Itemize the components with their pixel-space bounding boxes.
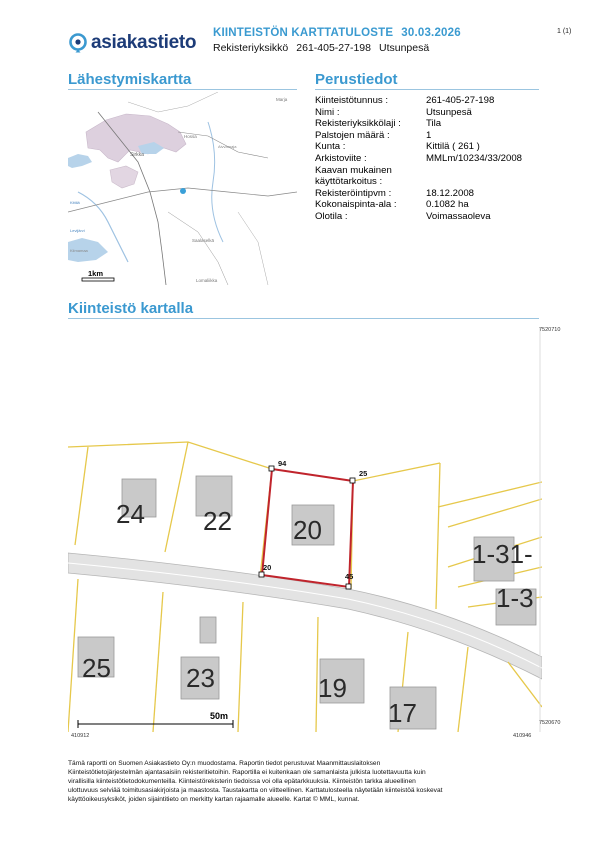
document-date: 30.03.2026 (401, 27, 461, 39)
basic-info-table (315, 95, 545, 223)
registry-line (213, 42, 429, 54)
overview-map-heading: Lähestymiskartta (68, 71, 192, 88)
map-scale-label: 50m (210, 711, 229, 721)
boundary-point-label: 94 (278, 459, 287, 468)
property-map-graphic (68, 327, 542, 732)
brand-name: asiakastieto (91, 32, 197, 53)
info-value: 261-405-27-198 (426, 95, 495, 106)
info-key: Kaavan mukainen (315, 164, 392, 176)
basic-info-heading: Perustiedot (315, 71, 398, 88)
property-map (68, 327, 542, 732)
overview-map-label: Aivvamaja (218, 144, 237, 149)
info-row (315, 176, 545, 188)
overview-map-label: Kiimamaa (70, 248, 88, 253)
info-key: Arkistoviite : (315, 152, 367, 164)
property-map-heading: Kiinteistö kartalla (68, 300, 194, 317)
boundary-marker (269, 466, 274, 471)
info-key: Rekisteröintipvm : (315, 187, 392, 199)
info-value: 0.1082 ha (426, 199, 469, 211)
info-value: Voimassaoleva (426, 210, 491, 222)
info-key: Palstojen määrä : (315, 129, 390, 141)
info-value: 18.12.2008 (426, 187, 475, 199)
coordinate-label: 410946 (513, 733, 532, 739)
info-row (315, 107, 545, 119)
overview-scale-bar (82, 278, 114, 281)
parcel-number: 20 (293, 515, 322, 545)
info-value: 1 (426, 129, 432, 141)
info-row (315, 188, 545, 200)
info-key: Kunta : (315, 141, 346, 153)
boundary-point-label: 45 (345, 572, 354, 581)
parcel-number: 17 (388, 698, 417, 728)
info-key: Nimi : (315, 106, 340, 118)
property-location-marker (180, 188, 186, 194)
boundary-marker (350, 478, 355, 483)
info-row (315, 153, 545, 165)
info-value: Tila (426, 118, 442, 130)
info-row (315, 130, 545, 142)
parcel-number: 1-3 (496, 583, 534, 613)
info-row (315, 141, 545, 153)
registry-id: 261-405-27-198 (296, 42, 371, 54)
parcel-number: 23 (186, 663, 215, 693)
coordinate-label: 7520670 (539, 720, 561, 726)
parcel-number: 22 (203, 506, 232, 536)
registry-label: Rekisteriyksikkö (213, 42, 289, 54)
info-key: Kiinteistötunnus : (315, 95, 389, 106)
info-value: MMLm/10234/33/2008 (426, 152, 522, 164)
disclaimer-line: käyttöoikeusyksiköt, joiden sijaintitieto on merkitty kartan rajaamalle alueelle. Kartat © MML, kunnat. (68, 796, 360, 803)
overview-map-label: Hossa (184, 134, 197, 139)
overview-scale-label: 1km (88, 269, 104, 278)
info-key: Kokonaispinta-ala : (315, 199, 397, 211)
info-key: käyttötarkoitus : (315, 176, 383, 188)
disclaimer-text (68, 759, 538, 804)
parcel-number: 1-31- (472, 539, 533, 569)
boundary-point-label: 25 (359, 469, 368, 478)
overview-map-label: Saalaselkä (192, 238, 215, 243)
overview-map-label: Levijärvi (70, 228, 85, 233)
disclaimer-line: Kiinteistötietojärjestelmän ajantasaisiin rekisteritietoihin. Raportilla ei kuitenkaan ole samanlaista julkista luotettavuutta kuin (68, 769, 426, 776)
page-number: 1 (1) (557, 28, 572, 35)
info-value (426, 165, 545, 177)
boundary-marker (346, 584, 351, 589)
coordinate-label: 410912 (71, 733, 90, 739)
disclaimer-line: ulottuvuus selviää toimitusasiakirjoista ja maastosta. Taustakartta on viitteellinen. Karttatulosteella näytetään kiinteistöä koskevat (68, 787, 443, 794)
info-row (315, 118, 545, 130)
info-value: Utsunpesä (426, 106, 472, 118)
info-row (315, 95, 545, 107)
disclaimer-line: virallisilla kiinteistötietodokumenteilla. Kiinteistörekisterin tiedoissa voi olla epätarkkuuksia. Kiinteistön tarkka alueellinen (68, 778, 416, 785)
asiakastieto-logo (68, 31, 196, 55)
disclaimer-line: Tämä raportti on Suomen Asiakastieto Oy:n muodostama. Raportin tiedot perustuvat Maanmittauslaitoksen (68, 760, 381, 767)
boundary-point-label: 20 (263, 563, 272, 572)
info-value (426, 176, 545, 188)
overview-map-label: Lomaliikka (196, 278, 218, 283)
info-row (315, 199, 545, 211)
overview-map-graphic (68, 92, 297, 285)
overview-map-label: Marja (276, 97, 288, 102)
title-text: KIINTEISTÖN KARTTATULOSTE (213, 27, 394, 39)
info-row (315, 211, 545, 223)
document-title (213, 27, 461, 39)
info-key: Rekisteriyksikkölaji : (315, 118, 401, 130)
parcel-number: 19 (318, 673, 347, 703)
info-heading-rule (315, 89, 539, 90)
coordinate-label: 7520710 (539, 327, 561, 333)
parcel-number: 24 (116, 499, 145, 529)
parcel-number: 25 (82, 653, 111, 683)
overview-heading-rule (68, 89, 297, 90)
overview-map-label: Sirkka (130, 152, 144, 158)
info-key: Olotila : (315, 210, 348, 222)
overview-map (68, 92, 297, 285)
location-pin-icon (68, 33, 88, 53)
info-value: Kittilä ( 261 ) (426, 141, 480, 153)
boundary-marker (259, 572, 264, 577)
map-heading-rule (68, 318, 539, 319)
overview-map-label: Kittilä (70, 200, 80, 205)
info-row (315, 165, 545, 177)
place-name: Utsunpesä (379, 42, 430, 54)
